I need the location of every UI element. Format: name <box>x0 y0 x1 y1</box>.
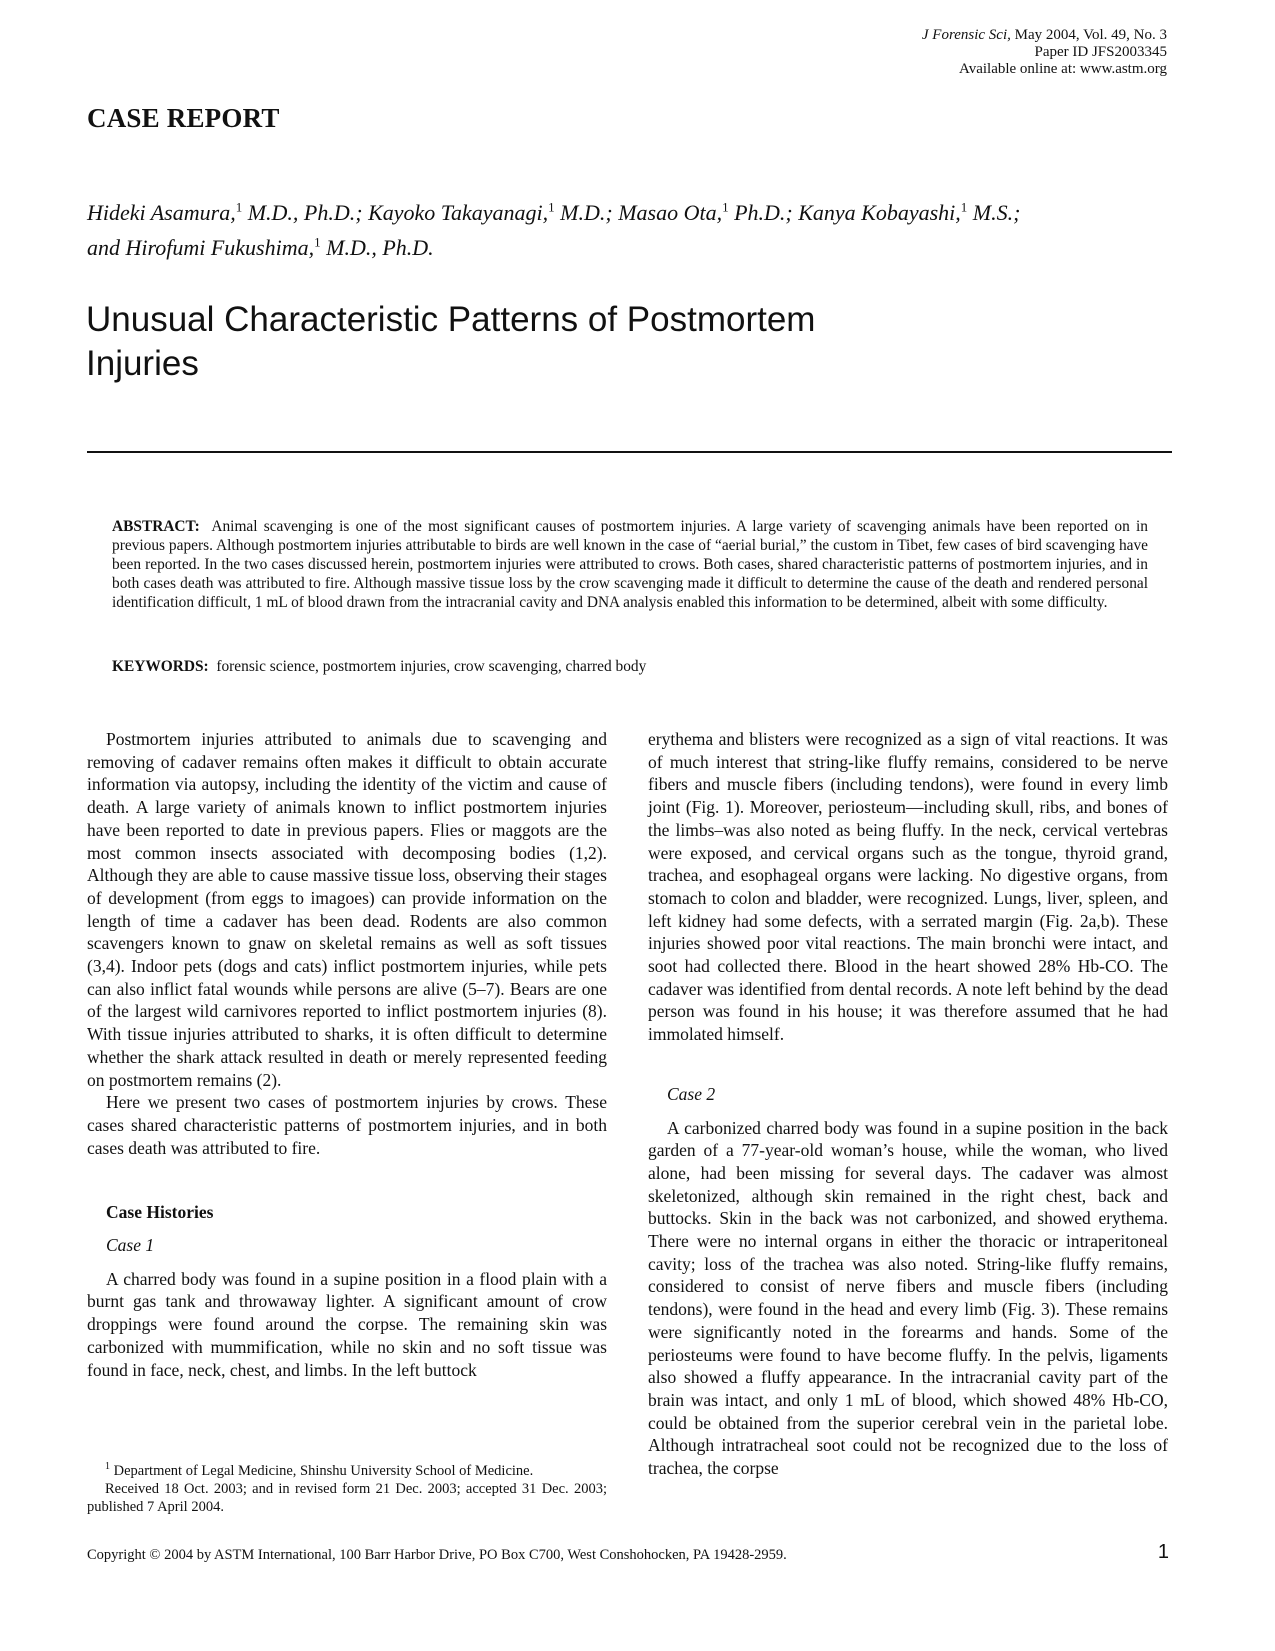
journal-header <box>922 27 1167 78</box>
case-1-continued-paragraph: erythema and blisters were recognized as a sign of vital reactions. It was of much interest that string-like fluffy remains, considered to be nerve fibers and muscle fibers (including tendons), were found in every limb joint (Fig. 1). Moreover, periosteum—including skull, ribs, and bones of the limbs–was also noted as being fluffy. In the neck, cervical vertebras were exposed, and cervical organs such as the tongue, thyroid grand, trachea, and esophageal organs were lacking. No digestive organs, from stomach to colon and bladder, were recognized. Lungs, liver, spleen, and left kidney had some defects, with a serrated margin (Fig. 2a,b). These injuries showed poor vital reactions. The main bronchi were intact, and soot had collected there. Blood in the heart showed 28% Hb-CO. The cadaver was identified from dental records. A note left behind by the dead person was found in his house; it was therefore assumed that he had immolated himself. <box>648 729 1168 1045</box>
author-5: and Hirofumi Fukushima,$^1$ M.D., Ph.D. <box>87 234 434 260</box>
case-1-paragraph: A charred body was found in a supine position in a flood plain with a burnt gas tank and throwaway lighter. A significant amount of crow droppings were found around the corpse. The remaining skin was carbonized with mummification, while no skin and no soft tissue was found in face, neck, chest, and limbs. In the left buttock <box>87 1268 607 1380</box>
case-2-paragraph: A carbonized charred body was found in a supine position in the back garden of a 77-year-old woman’s house, while the woman, who lived alone, had been missing for several days. The cadaver was almost skeletonized, although skin remained in the right chest, back and buttocks. Skin in the back was not carbonized, and showed erythema. There were no internal organs in either the thoracic or intraperitoneal cavity; loss of the trachea was also noted. String-like fluffy remains, considered to consist of nerve fibers and muscle fibers (including tendons), were found in the head and every limb (Fig. 3). These remains were significantly noted in the forearms and hands. Some of the periosteums were found to have become fluffy. In the pelvis, ligaments also showed a fluffy appearance. In the intracranial cavity part of the brain was intact, and only 1 mL of blood, which showed 48% Hb-CO, could be obtained from the superior cerebral vein in the parietal lobe. Although intratracheal soot could not be recognized due to the loss of trachea, the corpse <box>648 1117 1168 1479</box>
title-line-1: Unusual Characteristic Patterns of Postmortem <box>86 300 816 339</box>
author-list <box>87 193 1177 262</box>
journal-citation <box>922 27 1167 44</box>
section-heading-case-histories: Case Histories <box>106 1202 214 1223</box>
author-4: Kanya Kobayashi,$^1$ M.S.; <box>798 200 1021 226</box>
copyright-notice: Copyright © 2004 by ASTM International, 100 Barr Harbor Drive, PO Box C700, West Conshohocken, PA 19428-2959. <box>87 1547 787 1563</box>
intro-paragraph-2: Here we present two cases of postmortem injuries by crows. These cases shared characteristic patterns of postmortem injuries, and in both cases death was attributed to fire. <box>87 1092 607 1158</box>
paper-title <box>86 298 986 386</box>
page-number: 1 <box>1157 1541 1169 1563</box>
left-column <box>87 728 607 1381</box>
author-2: Kayoko Takayanagi,$^1$ M.D.; <box>368 200 613 226</box>
author-3: Masao Ota,$^1$ Ph.D.; <box>618 200 793 226</box>
keywords-label: KEYWORDS: <box>112 658 209 675</box>
availability-note: Available online at: www.astm.org <box>958 61 1167 77</box>
journal-issue: May 2004, Vol. 49, No. 3 <box>1014 27 1167 43</box>
author-1: Hideki Asamura,$^1$ M.D., Ph.D.; <box>87 200 363 226</box>
title-line-2: Injuries <box>86 344 199 383</box>
abstract-label: ABSTRACT: <box>112 518 200 535</box>
footnote-dates: Received 18 Oct. 2003; and in revised form 21 Dec. 2003; accepted 31 Dec. 2003; published 7 April 2004. <box>87 1480 607 1515</box>
intro-paragraph-1: Postmortem injuries attributed to animals due to scavenging and removing of cadaver remains often makes it difficult to obtain accurate information via autopsy, including the identity of the victim and cause of death. A large variety of animals known to inflict postmortem injuries have been reported to date in previous papers. Flies or maggots are the most common insects associated with decomposing bodies (1,2). Although they are able to cause massive tissue loss, observing their stages of development (from eggs to imagoes) can provide information on the length of time a cadaver has been dead. Rodents are also common scavengers known to gnaw on skeletal remains as well as soft tissues (3,4). Indoor pets (dogs and cats) inflict postmortem injuries, while pets can also inflict fatal wounds while persons are alive (5–7). Bears are one of the largest wild carnivores reported to inflict postmortem injuries (8). With tissue injuries attributed to sharks, it is often difficult to determine whether the shark attack resulted in death or merely represented feeding on postmortem remains (2). <box>87 729 607 1090</box>
article-type: CASE REPORT <box>87 103 280 133</box>
abstract-text: Animal scavenging is one of the most significant causes of postmortem injuries. A large variety of scavenging animals have been reported on in previous papers. Although postmortem injuries attributable to birds are well known in the case of “aerial burial,” the custom in Tibet, few cases of bird scavenging have been reported. In the two cases discussed herein, postmortem injuries were attributed to crows. Both cases, shared characteristic patterns of postmortem injuries, and in both cases death was attributed to fire. Although massive tissue loss by the crow scavenging made it difficult to determine the cause of the death and rendered personal identification difficult, 1 mL of blood drawn from the intracranial cavity and DNA analysis enabled this information to be determined, albeit with some difficulty. <box>112 518 1148 611</box>
title-divider <box>87 451 1172 453</box>
subheading-case-1: Case 1 <box>106 1235 155 1256</box>
footnote-affiliation: $^1$ Department of Legal Medicine, Shinshu University School of Medicine. <box>105 1461 534 1479</box>
affiliation-footnote <box>87 1458 607 1516</box>
journal-name: J Forensic Sci, <box>921 27 1011 43</box>
right-column <box>648 728 1168 1480</box>
abstract <box>112 517 1148 612</box>
keywords-text: forensic science, postmortem injuries, crow scavenging, charred body <box>216 658 647 675</box>
subheading-case-2: Case 2 <box>667 1083 716 1104</box>
paper-id: Paper ID JFS2003345 <box>1034 44 1167 60</box>
keywords <box>112 657 1148 676</box>
